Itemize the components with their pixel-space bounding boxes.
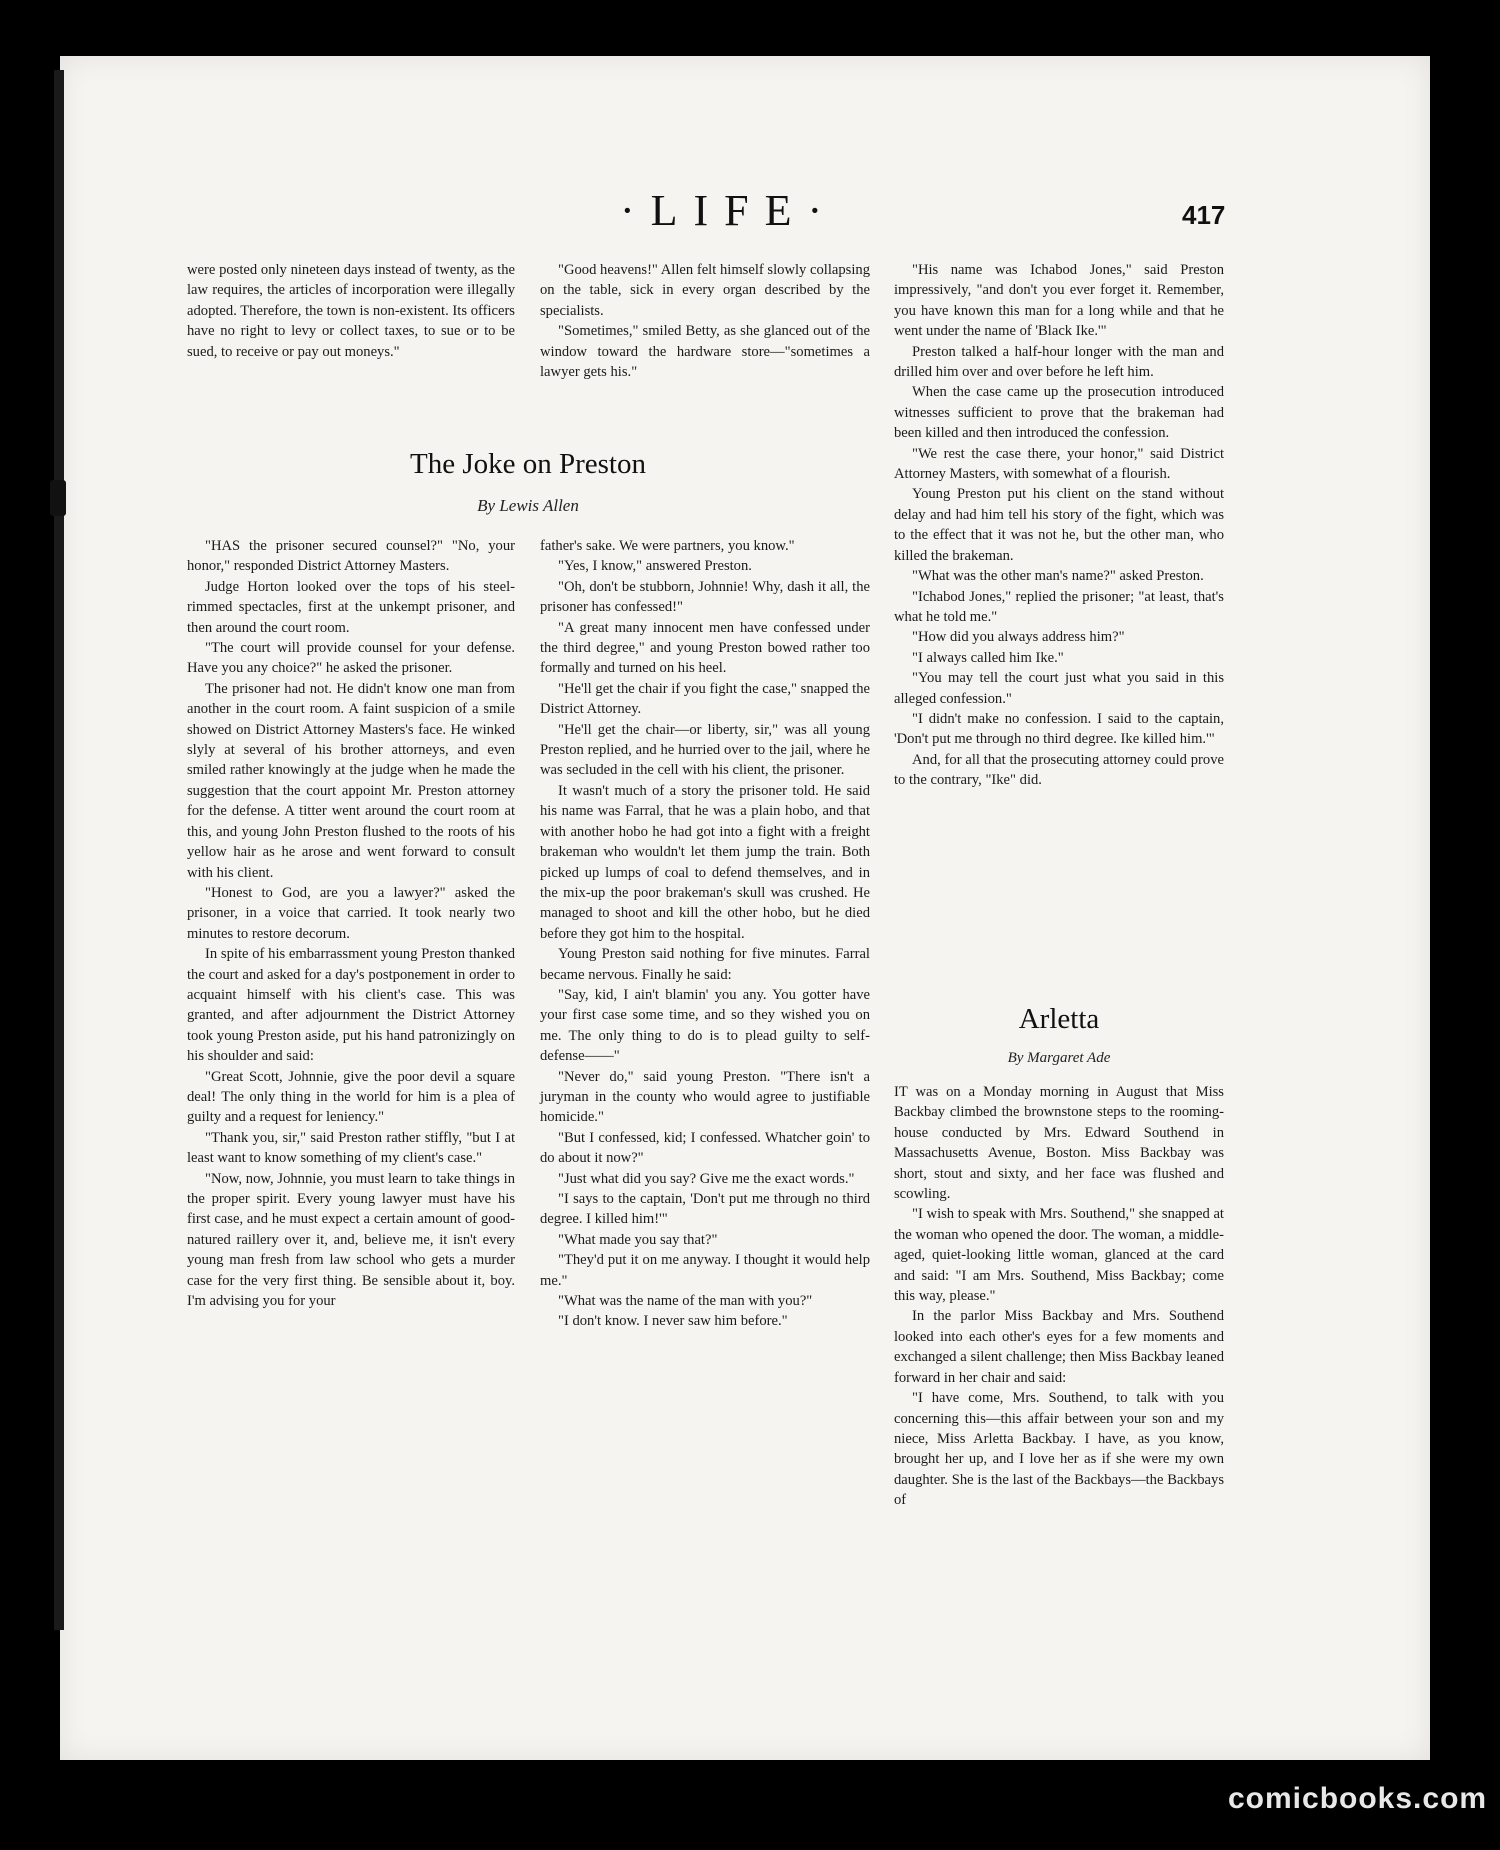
- paragraph: Young Preston put his client on the stand without delay and had him tell his story of the fight, which was to the effect that it was not he, but the other man, who killed the brakeman.: [894, 486, 1224, 564]
- paragraph: "Oh, don't be stubborn, Johnnie! Why, dash it all, the prisoner has confessed!": [540, 578, 870, 616]
- paragraph: "Ichabod Jones," replied the prisoner; "at least, that's what he told me.": [894, 588, 1224, 625]
- paragraph: "They'd put it on me anyway. I thought it would help me.": [540, 1252, 870, 1289]
- paragraph: "Never do," said young Preston. "There isn't a juryman in the county who would agree to justifiable homicide.": [540, 1068, 870, 1126]
- paragraph: In the parlor Miss Backbay and Mrs. Southend looked into each other's eyes for a few moments and exchanged a silent challenge; then Miss Backbay leaned forward in her chair and said:: [894, 1308, 1224, 1386]
- continued-text-col1: [187, 260, 515, 362]
- continued-text-col2: [540, 260, 870, 382]
- paragraph: And, for all that the prosecuting attorney could prove to the contrary, "Ike" did.: [894, 751, 1224, 789]
- paragraph: "The court will provide counsel for your defense. Have you any choice?" he asked the prisoner.: [187, 640, 515, 677]
- paragraph: "How did you always address him?": [912, 629, 1125, 646]
- paragraph: Judge Horton looked over the tops of his steel-rimmed spectacles, first at the unkempt prisoner, and then around the court room.: [187, 578, 515, 636]
- paragraph: "But I confessed, kid; I confessed. Whatcher goin' to do about it now?": [540, 1129, 870, 1167]
- paragraph: "He'll get the chair—or liberty, sir," was all young Preston replied, and he hurried over to the jail, where he was secluded in the cell with his client, the prisoner.: [540, 721, 870, 779]
- paragraph: were posted only nineteen days instead of twenty, as the law requires, the articles of incorporation were illegally adopted. Therefore, the town is non-existent. Its officers have no right to levy or collect taxes, to sue or to be sued, to receive or pay out moneys.": [187, 262, 515, 360]
- binding-staple: [50, 480, 66, 516]
- paragraph: "Say, kid, I ain't blamin' you any. You gotter have your first case some time, and so they wished you on me. The only thing to do is to plead guilty to self-defense——": [540, 986, 870, 1065]
- binding-gutter: [54, 70, 64, 1630]
- paragraph: The prisoner had not. He didn't know one man from another in the court room. A faint suspicion of a smile showed on District Attorney Masters's face. He winked slyly at several of his brother attorneys, and even smiled rather knowingly at the judge when he made the suggestion that the court appoint Mr. Preston attorney for the defense. A titter went around the court room at this, and young John Preston flushed to the roots of his yellow hair as he arose and went forward to consult with his client.: [187, 680, 515, 881]
- page-number: 417: [1182, 200, 1226, 230]
- paragraph: "His name was Ichabod Jones," said Preston impressively, "and don't you ever forget it. Remember, you have known this man for a long while and that he went under the name of 'Black Ike.'": [894, 262, 1224, 340]
- paragraph: "Now, now, Johnnie, you must learn to take things in the proper spirit. Every young lawyer must have his first case, and he must expect a certain amount of good-natured raillery over it, and, believe me, it isn't every young man fresh from law school who gets a murder case for the very first thing. Be sensible about it, boy. I'm advising you for your: [187, 1170, 515, 1310]
- scan-border-right: [1430, 56, 1500, 1770]
- paragraph: "What was the other man's name?" asked Preston.: [912, 568, 1204, 585]
- paragraph: "Good heavens!" Allen felt himself slowly collapsing on the table, sick in every organ described by the specialists.: [540, 262, 870, 319]
- paragraph: "A great many innocent men have confessed under the third degree," and young Preston bowed rather too formally and turned on his heel.: [540, 619, 870, 677]
- paragraph: "Thank you, sir," said Preston rather stiffly, "but I at least want to know something of my client's case.": [187, 1129, 515, 1167]
- paragraph: When the case came up the prosecution introduced witnesses sufficient to prove that the brakeman had been killed and then introduced the confession.: [894, 384, 1224, 442]
- paragraph: "Just what did you say? Give me the exact words.": [558, 1170, 855, 1187]
- paragraph: In spite of his embarrassment young Preston thanked the court and asked for a day's postponement in order to acquaint himself with his client's case. This was granted, and after adjournment the District Attorney took young Preston aside, put his hand patronizingly on his shoulder and said:: [187, 946, 515, 1065]
- story-title: Arletta: [1018, 1003, 1100, 1035]
- story-byline: By Lewis Allen: [477, 496, 579, 515]
- paragraph: IT was on a Monday morning in August that Miss Backbay climbed the brownstone steps to the rooming-house conducted by Mrs. Edward Southend in Massachusetts Avenue, Boston. Miss Backbay was short, stout and sixty, and her face was flushed and scowling.: [894, 1084, 1224, 1203]
- story1-column-3: [894, 260, 1224, 791]
- paragraph: "Yes, I know," answered Preston.: [558, 558, 752, 575]
- paragraph: "HAS the prisoner secured counsel?" "No, your honor," responded District Attorney Masters.: [187, 538, 515, 575]
- story1-column-2: [540, 536, 870, 1332]
- paragraph: It wasn't much of a story the prisoner told. He said his name was Farral, that he was a plain hobo, and that with another hobo he had got into a fight with a freight brakeman who wouldn't let them jump the train. Both picked up lumps of coal to defend themselves, and in the mix-up the poor brakeman's skull was crushed. He managed to shoot and kill the other hobo, but he died before they got him to the hospital.: [540, 782, 870, 942]
- paragraph: "I says to the captain, 'Don't put me through no third degree. I killed him!'": [540, 1191, 870, 1228]
- paragraph: "You may tell the court just what you said in this alleged confession.": [894, 670, 1224, 707]
- paragraph: Young Preston said nothing for five minutes. Farral became nervous. Finally he said:: [540, 946, 870, 983]
- story1-column-1: [187, 536, 515, 1311]
- story2-column: [894, 1082, 1224, 1511]
- paragraph: Preston talked a half-hour longer with the man and drilled him over and over before he left him.: [894, 343, 1224, 381]
- story-title: The Joke on Preston: [410, 448, 646, 480]
- paragraph: "He'll get the chair if you fight the case," snapped the District Attorney.: [540, 680, 870, 718]
- paragraph: father's sake. We were partners, you know.": [540, 538, 795, 554]
- paragraph: "I wish to speak with Mrs. Southend," she snapped at the woman who opened the door. The woman, a middle-aged, quiet-looking little woman, glanced at the card and said: "I am Mrs. Southend, Miss Backbay; come this way, please.": [894, 1206, 1224, 1305]
- paragraph: "I always called him Ike.": [912, 649, 1064, 666]
- paragraph: "I don't know. I never saw him before.": [558, 1313, 788, 1330]
- paragraph: "Sometimes," smiled Betty, as she glanced out of the window toward the hardware store—"sometimes a lawyer gets his.": [540, 323, 870, 381]
- paragraph: "Honest to God, are you a lawyer?" asked the prisoner, in a voice that carried. It took nearly two minutes to restore decorum.: [187, 884, 515, 942]
- paragraph: "What made you say that?": [558, 1231, 718, 1248]
- watermark: comicbooks.com: [1228, 1782, 1488, 1815]
- paragraph: "We rest the case there, your honor," said District Attorney Masters, with somewhat of a flourish.: [894, 445, 1224, 483]
- paragraph: "Great Scott, Johnnie, give the poor devil a square deal! The only thing in the world for him is a plea of guilty and a request for leniency.": [187, 1068, 515, 1126]
- paragraph: "I have come, Mrs. Southend, to talk with you concerning this—this affair between your son and my niece, Miss Arletta Backbay. I have, as you know, brought her up, and I love her as if she were my own daughter. She is the last of the Backbays—the Backbays of: [894, 1390, 1224, 1509]
- masthead: ·LIFE·: [620, 186, 839, 235]
- paragraph: "What was the name of the man with you?": [558, 1293, 813, 1310]
- paragraph: "I didn't make no confession. I said to the captain, 'Don't put me through no third degree. Ike killed him.'": [894, 710, 1224, 748]
- story-byline: By Margaret Ade: [1007, 1050, 1111, 1066]
